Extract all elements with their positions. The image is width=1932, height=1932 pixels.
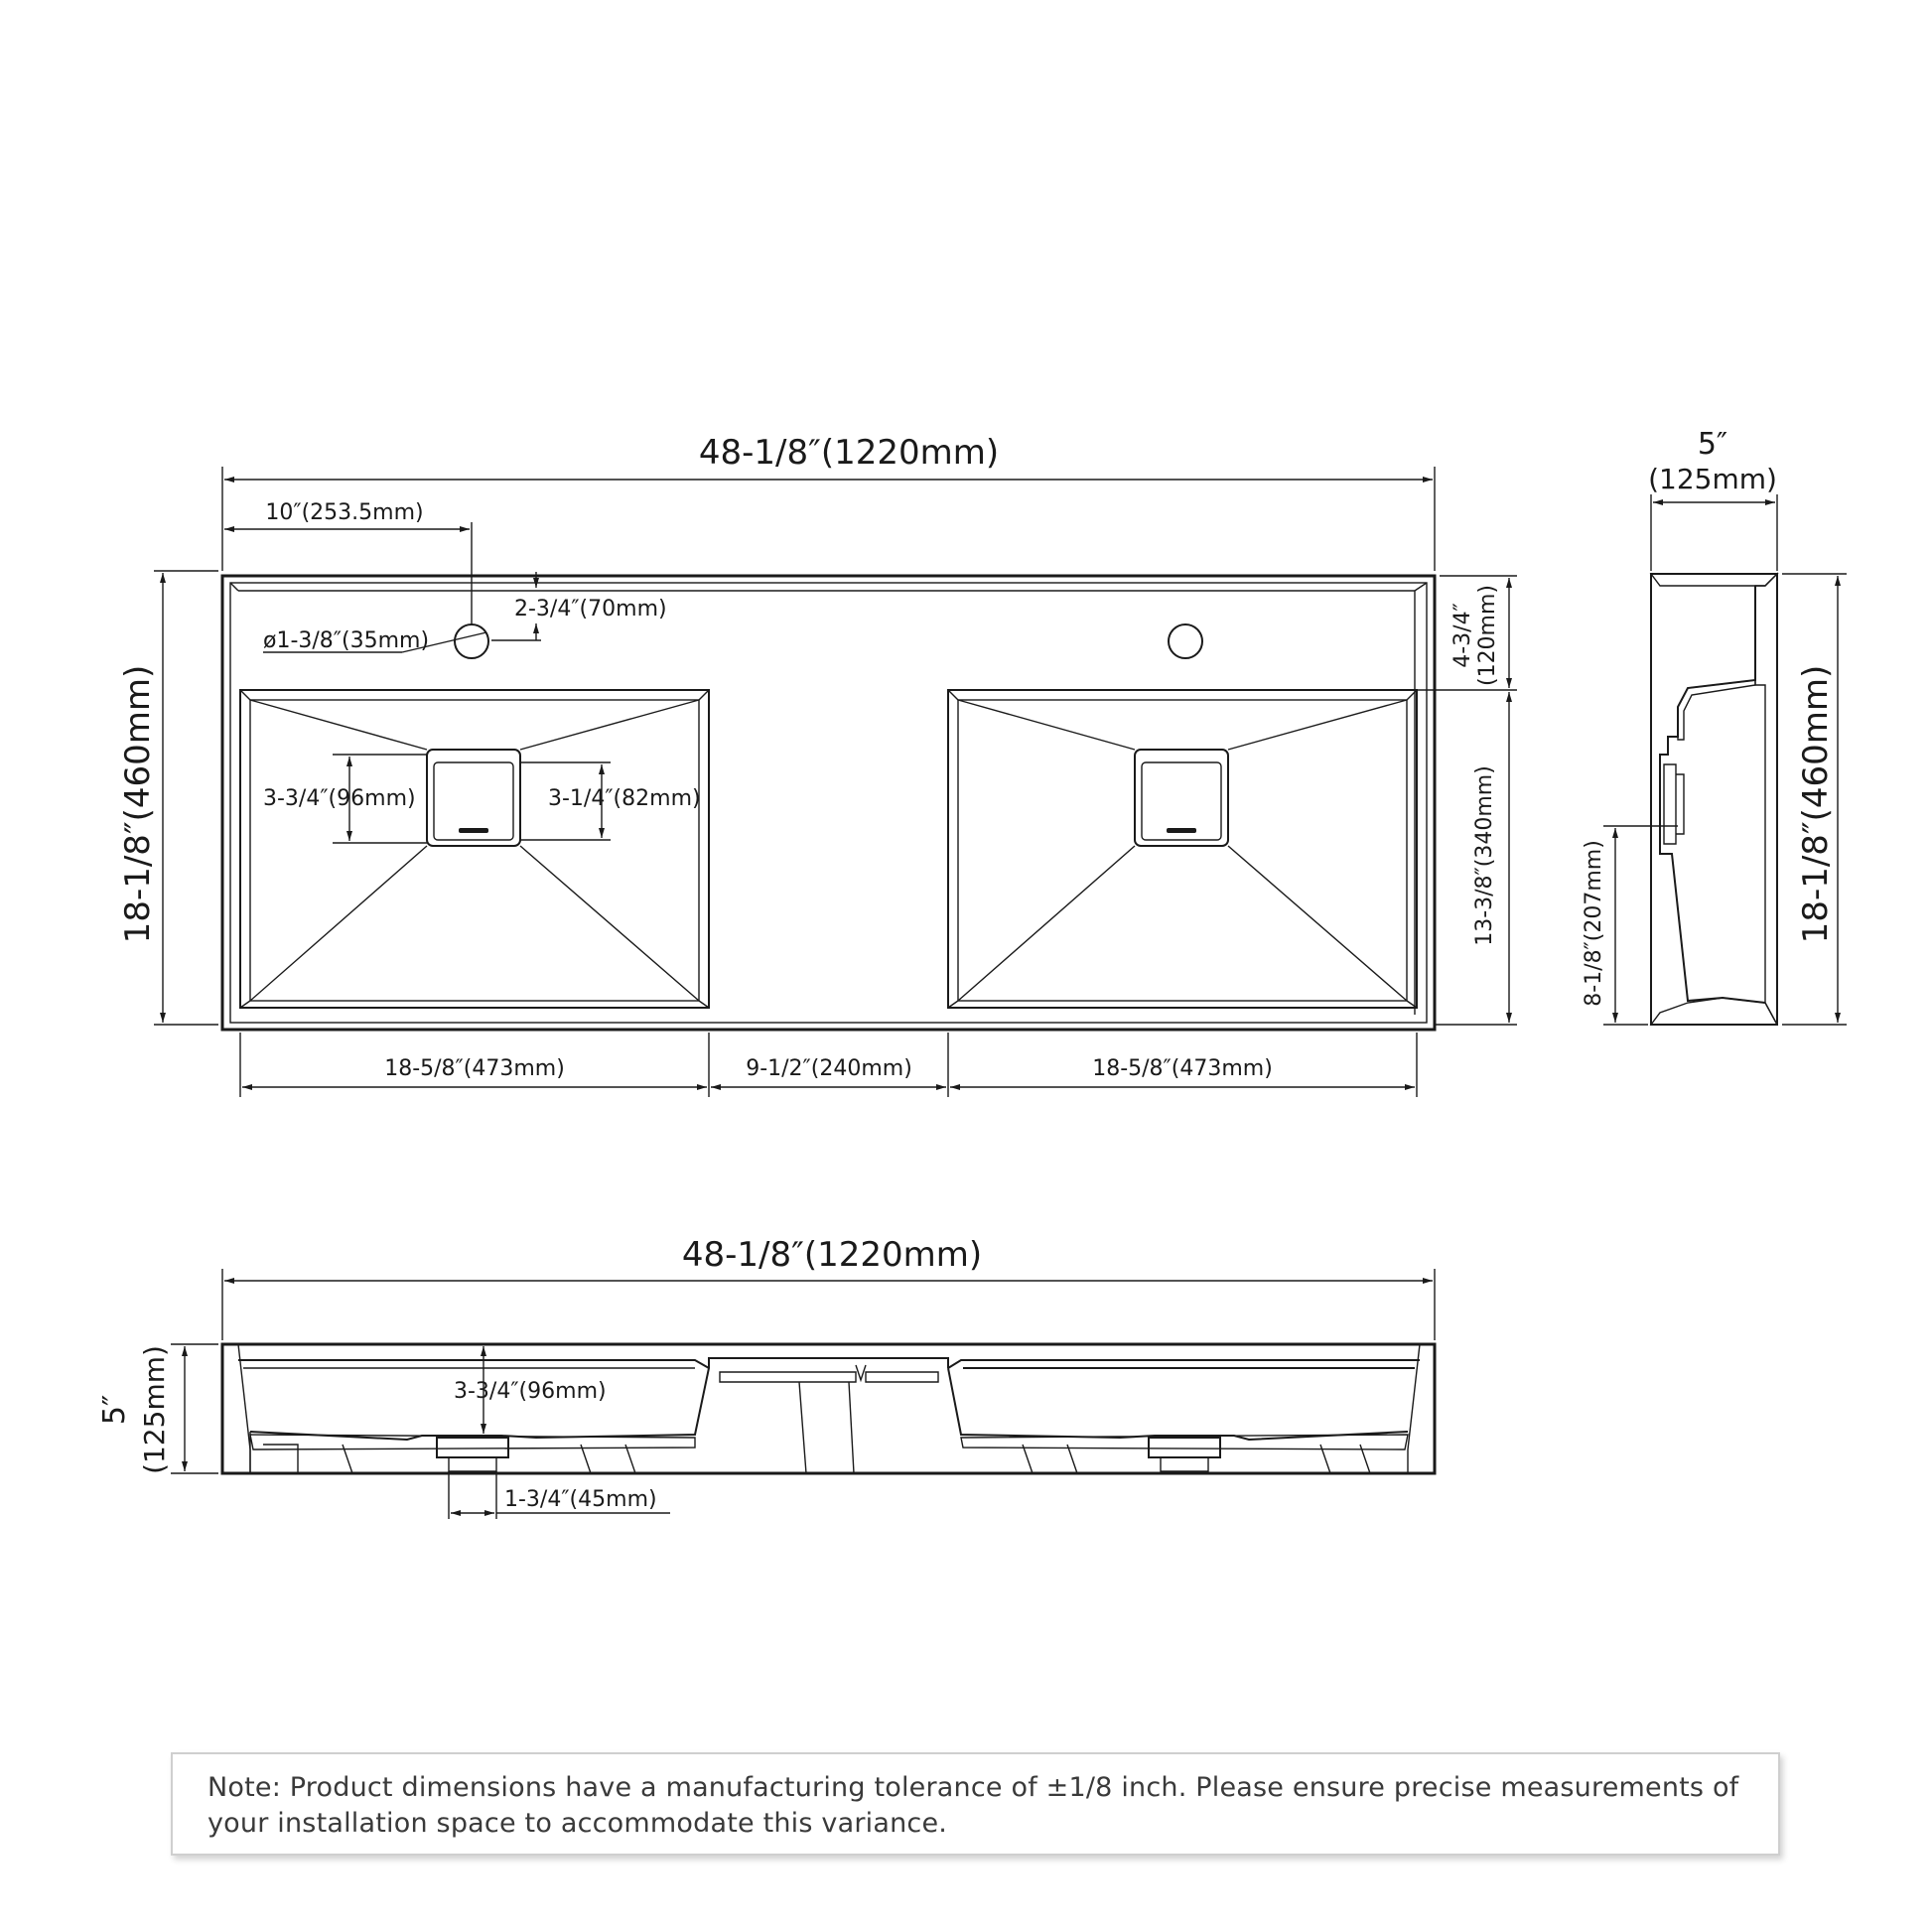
label-front-drain-width: 1-3/4″(45mm) xyxy=(504,1487,657,1512)
front-drain-left xyxy=(437,1438,508,1457)
label-side-height-in: 5″ xyxy=(1697,427,1728,462)
front-outline xyxy=(222,1344,1435,1473)
label-deck-depth-mm: (120mm) xyxy=(1475,584,1500,687)
label-front-width: 48-1/8″(1220mm) xyxy=(681,1235,983,1275)
label-drain-position: 8-1/8″(207mm) xyxy=(1582,840,1606,1007)
label-side-depth: 18-1/8″(460mm) xyxy=(1796,664,1836,944)
top-view xyxy=(118,433,1517,1097)
side-section-outline xyxy=(1651,574,1777,1025)
label-basin-depth: 13-3/8″(340mm) xyxy=(1472,765,1497,946)
label-basin-left-width: 18-5/8″(473mm) xyxy=(384,1056,565,1081)
faucet-hole-left xyxy=(455,624,488,658)
label-gap-width: 9-1/2″(240mm) xyxy=(746,1056,912,1081)
note-text: Note: Product dimensions have a manufacturing tolerance of ±1/8 inch. Please ensure precise measurements of your installation space to accommodate this variance. xyxy=(207,1772,1739,1839)
side-view xyxy=(1582,427,1847,1025)
basin-left xyxy=(240,690,709,1008)
basin-right xyxy=(948,690,1417,1008)
front-view xyxy=(97,1235,1435,1519)
label-faucet-offset: 10″(253.5mm) xyxy=(265,500,424,525)
label-faucet-depth: 2-3/4″(70mm) xyxy=(514,597,667,621)
front-drain-right xyxy=(1149,1438,1220,1457)
label-faucet-hole: ø1-3/8″(35mm) xyxy=(263,628,430,653)
label-basin-right-width: 18-5/8″(473mm) xyxy=(1092,1056,1273,1081)
label-front-height-in: 5″ xyxy=(97,1394,132,1426)
label-side-height-mm: (125mm) xyxy=(1648,463,1777,495)
faucet-hole-right xyxy=(1169,624,1202,658)
note-box xyxy=(171,1752,1780,1856)
label-drain-inner: 3-1/4″(82mm) xyxy=(548,786,701,811)
label-front-basin-depth: 3-3/4″(96mm) xyxy=(454,1379,607,1404)
label-front-height-mm: (125mm) xyxy=(138,1345,171,1474)
label-overall-width: 48-1/8″(1220mm) xyxy=(698,433,1000,473)
label-overall-depth: 18-1/8″(460mm) xyxy=(118,664,158,944)
label-deck-depth-in: 4-3/4″ xyxy=(1450,603,1475,668)
label-drain-outer: 3-3/4″(96mm) xyxy=(263,786,416,811)
